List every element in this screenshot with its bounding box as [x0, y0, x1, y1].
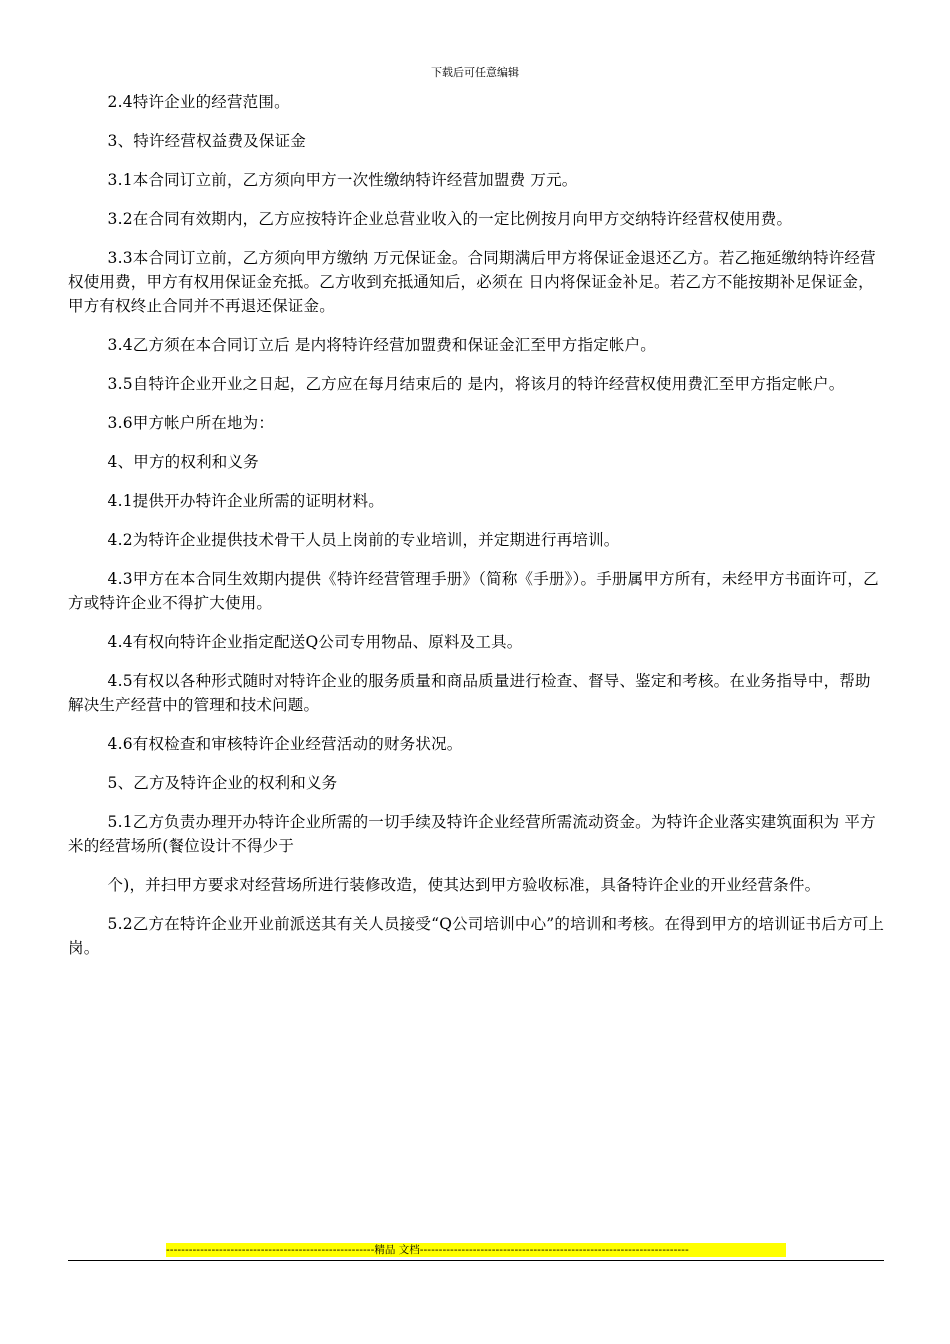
paragraph-3-2: 3.2在合同有效期内，乙方应按特许企业总营业收入的一定比例按月向甲方交纳特许经营权使用费。 — [107, 210, 793, 228]
paragraph-4-3: 4.3甲方在本合同生效期内提供《特许经营管理手册》（简称《手册》）。手册属甲方所有，未经甲方书面许可，乙方或特许企业不得扩大使用。 — [68, 570, 879, 612]
paragraph-2-4: 2.4特许企业的经营范围。 — [107, 93, 290, 111]
paragraph-3-3: 3.3本合同订立前，乙方须向甲方缴纳 万元保证金。合同期满后甲方将保证金退还乙方。若乙拖延缴纳特许经营权使用费，甲方有权用保证金充抵。乙方收到充抵通知后，必须在 日内将保证金补足。若乙方不能按期补足保证金，甲方有权终止合同并不再退还保证金。 — [68, 249, 876, 315]
section-heading-4: 4、甲方的权利和义务 — [107, 453, 259, 471]
paragraph-3-1: 3.1本合同订立前，乙方须向甲方一次性缴纳特许经营加盟费 万元。 — [107, 171, 578, 189]
paragraph-5-2: 5.2乙方在特许企业开业前派送其有关人员接受“Q公司培训中心”的培训和考核。在得到甲方的培训证书后方可上岗。 — [68, 915, 885, 957]
section-heading-3: 3、特许经营权益费及保证金 — [107, 132, 306, 150]
paragraph-3-5: 3.5自特许企业开业之日起，乙方应在每月结束后的 是内，将该月的特许经营权使用费汇至甲方指定帐户。 — [107, 375, 845, 393]
paragraph-4-5: 4.5有权以各种形式随时对特许企业的服务质量和商品质量进行检查、督导、鉴定和考核。在业务指导中，帮助解决生产经营中的管理和技术问题。 — [68, 672, 871, 714]
section-heading-5: 5、乙方及特许企业的权利和义务 — [107, 774, 338, 792]
header-note: 下载后可任意编辑 — [431, 66, 519, 79]
paragraph-4-6: 4.6有权检查和审核特许企业经营活动的财务状况。 — [107, 735, 463, 753]
paragraph-4-4: 4.4有权向特许企业指定配送Q公司专用物品、原料及工具。 — [107, 633, 523, 651]
paragraph-4-2: 4.2为特许企业提供技术骨干人员上岗前的专业培训，并定期进行再培训。 — [107, 531, 620, 549]
paragraph-3-4: 3.4乙方须在本合同订立后 是内将特许经营加盟费和保证金汇至甲方指定帐户。 — [107, 336, 656, 354]
paragraph-5-1: 5.1乙方负责办理开办特许企业所需的一切手续及特许企业经营所需流动资金。为特许企业落实建筑面积为 平方米的经营场所(餐位设计不得少于 — [68, 813, 876, 855]
paragraph-3-6: 3.6甲方帐户所在地为： — [107, 414, 275, 432]
document-body — [68, 90, 886, 975]
footer-watermark-text: -------------------------------------------------------精品 文档----------------------------------------------------------------------- — [166, 1243, 786, 1257]
paragraph-5-1-continued: 个)，并扫甲方要求对经营场所进行装修改造，使其达到甲方验收标准，具备特许企业的开业经营条件。 — [107, 876, 821, 894]
footer-divider — [68, 1260, 884, 1261]
paragraph-4-1: 4.1提供开办特许企业所需的证明材料。 — [107, 492, 384, 510]
